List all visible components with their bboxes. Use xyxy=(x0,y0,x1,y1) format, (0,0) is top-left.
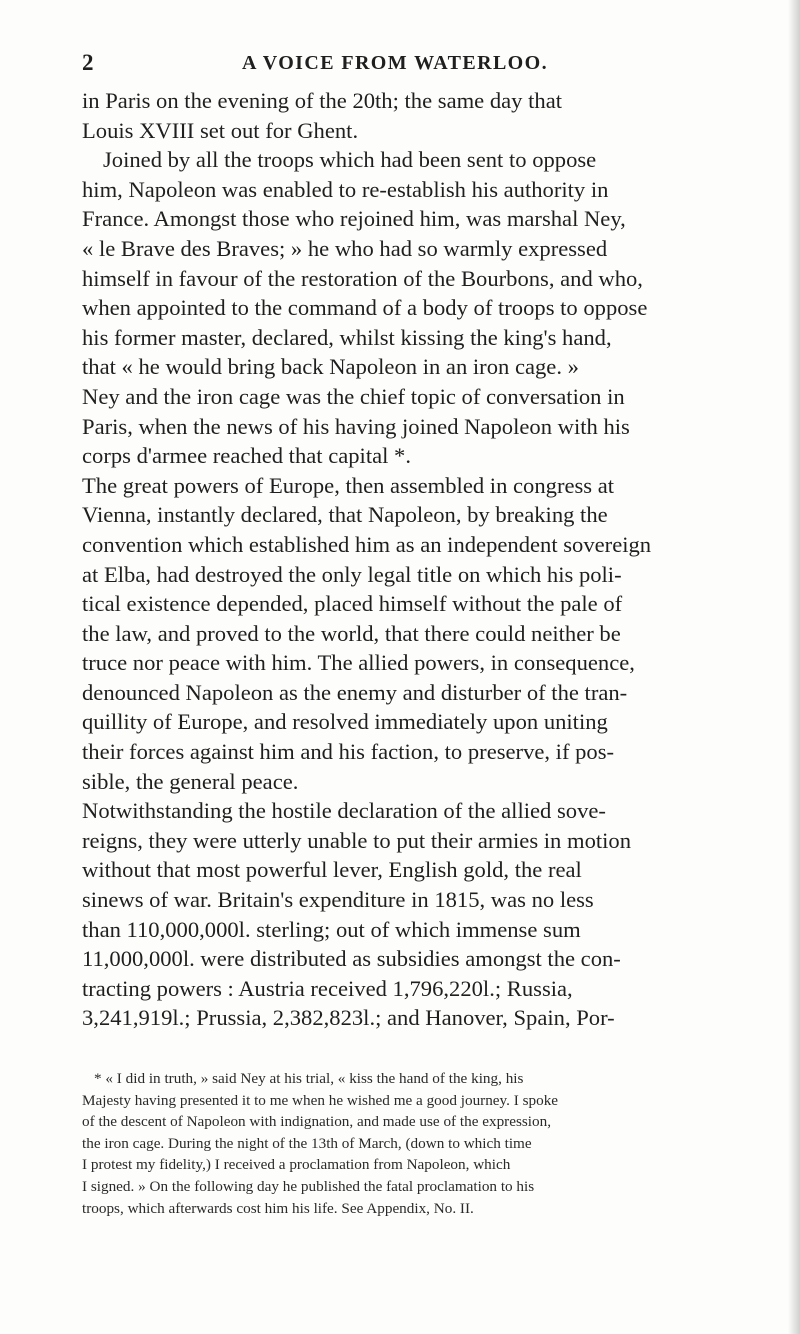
text-line: Notwithstanding the hostile declaration of the allied sove- xyxy=(82,798,606,824)
text-line: 11,000,000l. were distributed as subsidies amongst the con- xyxy=(82,946,621,972)
text-line: Ney and the iron cage was the chief topic of conversation in xyxy=(82,383,625,409)
text-line: in Paris on the evening of the 20th; the same day that xyxy=(82,88,563,113)
text-line: convention which established him as an independent sovereign xyxy=(82,531,652,557)
text-line: sinews of war. Britain's expenditure in 1815, was no less xyxy=(82,887,594,913)
footnote-line: troops, which afterwards cost him his life. See Appendix, No. II. xyxy=(82,1199,474,1217)
text-line: reigns, they were utterly unable to put their armies in motion xyxy=(82,827,632,853)
text-line: France. Amongst those who rejoined him, was marshal Ney, xyxy=(82,206,626,232)
page-edge-shadow xyxy=(788,0,800,1334)
text-line: quillity of Europe, and resolved immediately upon uniting xyxy=(82,709,608,735)
text-line: Louis XVIII set out for Ghent. xyxy=(82,117,359,143)
footnote xyxy=(82,1068,763,1219)
text-line: 3,241,919l.; Prussia, 2,382,823l.; and Hanover, Spain, Por- xyxy=(82,1005,615,1031)
text-line: truce nor peace with him. The allied powers, in consequence, xyxy=(82,650,635,676)
text-line: tracting powers : Austria received 1,796,220l.; Russia, xyxy=(82,975,573,1001)
text-line: denounced Napoleon as the enemy and disturber of the tran- xyxy=(82,679,628,705)
text-line: « le Brave des Braves; » he who had so warmly expressed xyxy=(82,235,608,261)
text-line: Vienna, instantly declared, that Napoleon, by breaking the xyxy=(82,502,608,528)
text-line: the law, and proved to the world, that there could neither be xyxy=(82,620,621,646)
text-line: himself in favour of the restoration of the Bourbons, and who, xyxy=(82,265,643,291)
text-line: without that most powerful lever, English gold, the real xyxy=(82,857,582,883)
text-line: Paris, when the news of his having joined Napoleon with his xyxy=(82,413,630,439)
text-line: corps d'armee reached that capital *. xyxy=(82,443,411,469)
text-line: his former master, declared, whilst kissing the king's hand, xyxy=(82,324,612,350)
footnote-line: the iron cage. During the night of the 13th of March, (down to which time xyxy=(82,1134,532,1152)
footnote-line: Majesty having presented it to me when he wished me a good journey. I spoke xyxy=(82,1091,559,1109)
text-line: Joined by all the troops which had been sent to oppose xyxy=(103,147,597,173)
page-number: 2 xyxy=(82,50,94,75)
body-text xyxy=(82,86,763,1033)
footnote-line: I protest my fidelity,) I received a proclamation from Napoleon, which xyxy=(82,1156,511,1174)
footnote-line: I signed. » On the following day he published the fatal proclamation to his xyxy=(82,1177,535,1195)
footnote-line: of the descent of Napoleon with indignation, and made use of the expression, xyxy=(82,1113,552,1131)
text-line: him, Napoleon was enabled to re-establish his authority in xyxy=(82,176,609,202)
text-line: The great powers of Europe, then assembled in congress at xyxy=(82,472,615,498)
text-line: tical existence depended, placed himself without the pale of xyxy=(82,591,623,617)
page-header xyxy=(82,50,762,80)
text-line: their forces against him and his faction, to preserve, if pos- xyxy=(82,739,615,765)
running-title: A VOICE FROM WATERLOO. xyxy=(242,52,548,74)
text-line: than 110,000,000l. sterling; out of which immense sum xyxy=(82,916,581,942)
text-line: at Elba, had destroyed the only legal title on which his poli- xyxy=(82,561,622,587)
text-line: sible, the general peace. xyxy=(82,768,299,794)
footnote-line: * « I did in truth, » said Ney at his trial, « kiss the hand of the king, his xyxy=(94,1070,524,1087)
text-line: that « he would bring back Napoleon in an iron cage. » xyxy=(82,354,579,380)
text-line: when appointed to the command of a body of troops to oppose xyxy=(82,295,648,321)
